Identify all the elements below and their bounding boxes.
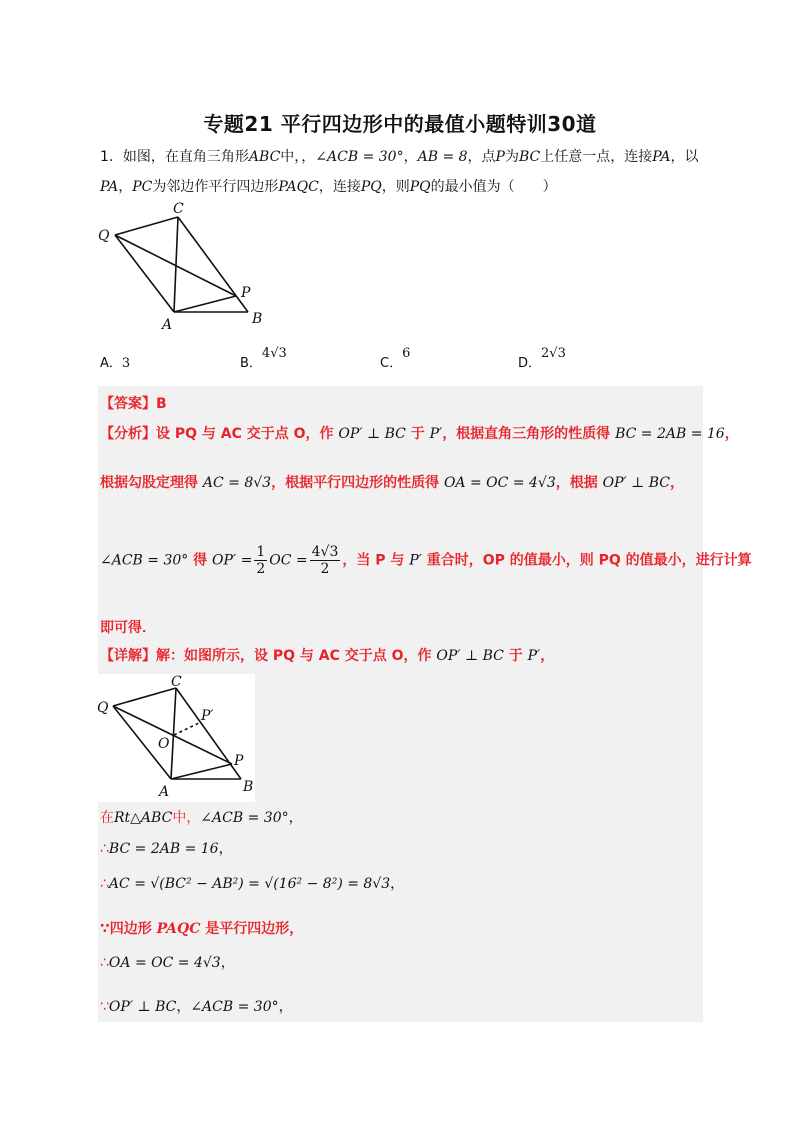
math-pc: PC xyxy=(132,179,153,195)
math-pq: PQ xyxy=(409,179,431,195)
detail-line-1 xyxy=(100,645,554,665)
label-a: A xyxy=(159,784,170,800)
fraction-numerator: 4√3 xyxy=(311,544,339,560)
option-b[interactable] xyxy=(240,342,287,371)
detail-tag: 【详解】 xyxy=(100,648,156,664)
math-expr: PAQC xyxy=(156,921,201,937)
math-expr: OA = OC = 4√3 xyxy=(443,475,556,491)
math-expr: P′ xyxy=(429,426,443,442)
question-text: ，点 xyxy=(467,149,496,165)
step-2 xyxy=(100,838,233,858)
question-text: 如图，在直角三角形 xyxy=(122,149,249,165)
option-value: 3 xyxy=(121,356,131,371)
edge-qa xyxy=(115,235,174,312)
math-expr: OP′ ⊥ BC xyxy=(338,426,406,442)
math-pa: PA xyxy=(652,149,671,165)
fraction-half xyxy=(254,544,267,577)
page-title: 专题21 平行四边形中的最值小题特训30道 xyxy=(203,112,597,136)
option-label: A． xyxy=(100,356,122,371)
therefore-symbol: ∴ xyxy=(100,876,109,892)
because-symbol: ∵ xyxy=(100,999,109,1015)
question-text: 中，， xyxy=(280,149,316,165)
math-expr: BC = 2AB = 16 xyxy=(108,841,219,857)
detail-text: ， xyxy=(540,648,555,664)
step-text: ∵四边形 xyxy=(100,921,157,937)
math-expr: OC = xyxy=(269,552,308,569)
answer-line xyxy=(100,393,167,413)
question-text: ，则 xyxy=(381,179,410,195)
question-line-1 xyxy=(100,143,700,171)
step-4 xyxy=(100,918,303,938)
label-b: B xyxy=(243,779,254,795)
option-value: 2√3 xyxy=(541,346,566,361)
question-text: ， xyxy=(403,149,418,165)
question-line-2 xyxy=(100,173,700,201)
math-abc: ABC xyxy=(248,149,281,165)
math-expr: OP′ ⊥ BC xyxy=(436,648,504,664)
label-o: O xyxy=(158,736,170,752)
edge-cb xyxy=(178,217,248,312)
math-paqc: PAQC xyxy=(278,179,319,195)
detail-text: 于 xyxy=(503,648,528,664)
analysis-text: ，当 P 与 xyxy=(342,552,410,569)
analysis-line-4: 即可得． xyxy=(100,620,156,636)
option-d[interactable] xyxy=(518,342,566,371)
question-text: 的最小值为（ ） xyxy=(430,179,557,195)
option-a[interactable] xyxy=(100,352,130,371)
step-text: ， xyxy=(176,999,191,1015)
step-text: ， xyxy=(288,810,303,826)
question-text: 为邻边作平行四边形 xyxy=(152,179,279,195)
math-expr: P′ xyxy=(409,552,422,569)
answer-value: B xyxy=(156,396,167,412)
fraction-4root3-over-2 xyxy=(310,544,341,577)
option-label: D． xyxy=(518,356,542,371)
step-text: 在 xyxy=(100,810,114,826)
step-5 xyxy=(100,952,235,972)
option-value: 4√3 xyxy=(261,346,287,361)
analysis-text: 根据勾股定理得 xyxy=(100,475,203,491)
therefore-symbol: ∴ xyxy=(100,955,109,971)
option-value: 6 xyxy=(402,346,411,361)
step-3 xyxy=(100,873,404,893)
label-p: P xyxy=(241,285,251,301)
therefore-symbol: ∴ xyxy=(100,841,109,857)
detail-text: 解：如图所示，设 PQ 与 AC 交于点 O，作 xyxy=(156,648,437,664)
math-expr: OP′ ⊥ BC xyxy=(108,999,177,1015)
math-expr: ∠ACB = 30° xyxy=(190,999,279,1015)
step-text: ， xyxy=(278,999,293,1015)
math-expr: OA = OC = 4√3 xyxy=(108,955,221,971)
math-angle: ∠ACB = 30° xyxy=(315,149,404,165)
label-b: B xyxy=(252,311,263,327)
step-text: 是平行四边形， xyxy=(200,921,304,937)
label-a: A xyxy=(162,317,173,333)
answer-tag: 【答案】 xyxy=(100,396,156,412)
analysis-line-3 xyxy=(100,544,752,577)
math-expr: ∠ACB = 30° xyxy=(100,552,189,569)
math-expr: AC = 8√3 xyxy=(202,475,272,491)
math-expr: BC = 2AB = 16 xyxy=(615,426,725,442)
option-label: B． xyxy=(240,356,262,371)
analysis-text: 得 xyxy=(188,552,213,569)
step-text: 中， xyxy=(172,810,201,826)
label-c: C xyxy=(171,674,182,690)
fraction-numerator: 1 xyxy=(256,544,266,560)
fraction-denominator: 2 xyxy=(256,561,266,577)
figure-parallelogram-with-o xyxy=(97,674,255,802)
step-6 xyxy=(100,996,293,1016)
edge-ap xyxy=(174,296,236,312)
math-expr: P′ xyxy=(527,648,541,664)
math-expr: AC = √(BC² − AB²) = √(16² − 8²) = 8√3 xyxy=(108,876,391,892)
analysis-text: ， xyxy=(724,426,739,442)
edge-qc xyxy=(115,217,178,235)
math-expr: Rt△ABC xyxy=(114,810,173,826)
figure-parallelogram xyxy=(95,198,275,336)
step-text: ， xyxy=(218,841,233,857)
question-number: 1． xyxy=(100,149,123,165)
label-c: C xyxy=(173,201,184,217)
math-expr: OP′ ⊥ BC xyxy=(602,475,671,491)
math-expr: ∠ACB = 30° xyxy=(200,810,289,826)
question-text: ， xyxy=(118,179,133,195)
math-expr: OP′ = xyxy=(212,552,253,569)
math-ab: AB = 8 xyxy=(417,149,468,165)
question-text: ，以 xyxy=(670,149,699,165)
question-text: ，连接 xyxy=(318,179,361,195)
step-text: ， xyxy=(390,876,405,892)
analysis-text: ，根据 xyxy=(555,475,603,491)
label-q: Q xyxy=(97,700,109,716)
step-1 xyxy=(100,807,303,827)
question-text: 为 xyxy=(504,149,519,165)
math-pq: PQ xyxy=(360,179,382,195)
analysis-tag: 【分析】 xyxy=(100,426,156,442)
analysis-text: 于 xyxy=(405,426,430,442)
option-c[interactable] xyxy=(380,342,411,371)
analysis-text: 设 PQ 与 AC 交于点 O，作 xyxy=(156,426,339,442)
analysis-text: 重合时，OP 的值最小，则 PQ 的值最小，进行计算 xyxy=(421,552,752,569)
step-text: ， xyxy=(220,955,235,971)
math-p: P xyxy=(495,149,505,165)
label-q: Q xyxy=(98,228,110,244)
math-pa: PA xyxy=(100,179,119,195)
question-text: 上任意一点，连接 xyxy=(540,149,653,165)
option-label: C． xyxy=(380,356,403,371)
analysis-text: ，根据直角三角形的性质得 xyxy=(442,426,616,442)
label-p-prime: P′ xyxy=(201,708,214,724)
label-p: P xyxy=(234,753,244,769)
math-bc: BC xyxy=(518,149,541,165)
analysis-line-1 xyxy=(100,423,739,443)
analysis-text: ， xyxy=(670,475,685,491)
analysis-text: ，根据平行四边形的性质得 xyxy=(271,475,444,491)
analysis-line-2 xyxy=(100,472,684,492)
fraction-denominator: 2 xyxy=(320,561,330,577)
